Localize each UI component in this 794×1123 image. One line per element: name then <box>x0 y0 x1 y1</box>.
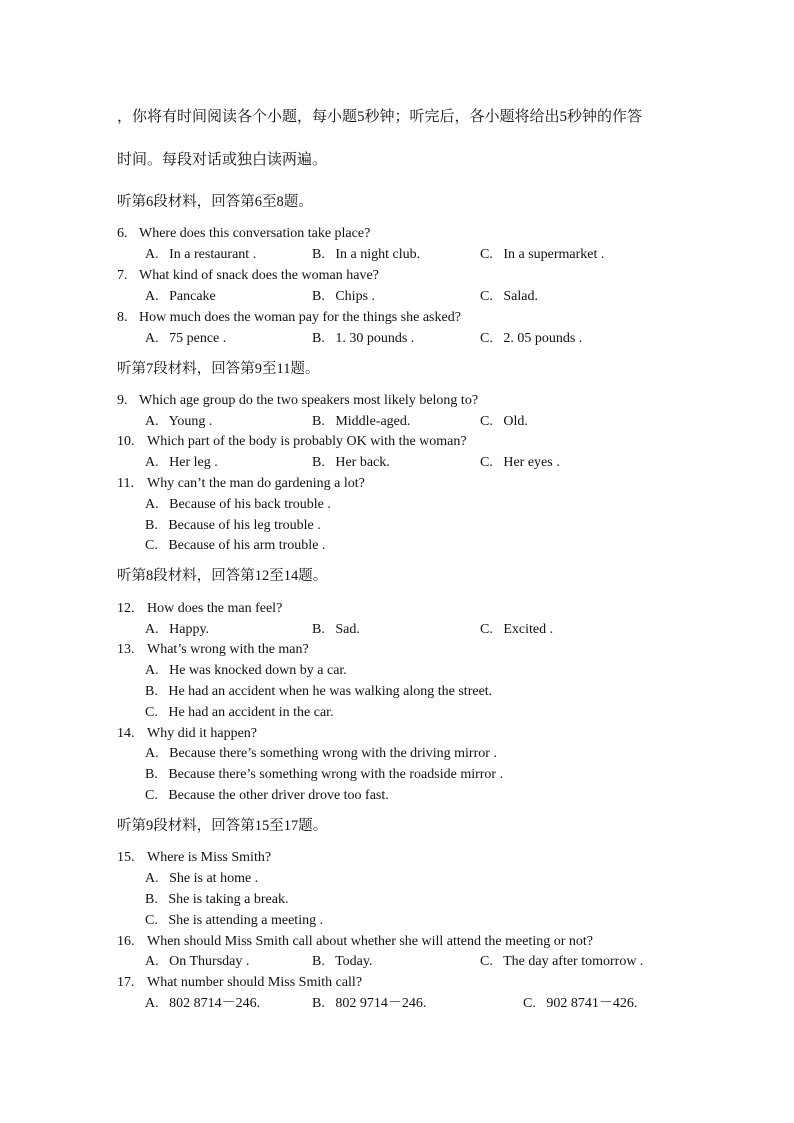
option-c <box>480 621 553 639</box>
question-text: Which part of the body is probably OK with the woman? <box>147 434 467 449</box>
intro-line-1: ，你将有时间阅读各个小题，每小题5秒钟；听完后，各小题将给出5秒钟的作答 <box>117 109 643 125</box>
question-14 <box>117 725 257 743</box>
section-heading: 听第9段材料，回答第15至17题。 <box>117 818 328 834</box>
question-9 <box>117 392 478 410</box>
option-text: Salad. <box>503 289 538 304</box>
question-number: 7. <box>117 268 128 283</box>
option-b <box>312 995 426 1013</box>
option-b <box>312 330 414 348</box>
option-text: Her eyes . <box>503 455 560 470</box>
question-15 <box>117 849 271 867</box>
option-letter: A. <box>145 954 159 969</box>
option-letter: B. <box>312 455 325 470</box>
question-text: What’s wrong with the man? <box>147 642 309 657</box>
option-text: She is taking a break. <box>168 892 289 907</box>
option-a <box>145 662 347 680</box>
option-c <box>145 787 389 805</box>
question-text: How much does the woman pay for the things she asked? <box>139 310 461 325</box>
option-text: Her back. <box>335 455 390 470</box>
option-text: 75 pence . <box>169 331 227 346</box>
option-letter: B. <box>312 414 325 429</box>
question-13 <box>117 641 309 659</box>
option-letter: C. <box>145 538 158 553</box>
option-letter: B. <box>145 767 158 782</box>
option-a <box>145 496 331 514</box>
option-letter: B. <box>312 331 325 346</box>
section-heading: 听第7段材料，回答第9至11题。 <box>117 361 320 377</box>
option-text: Because of his back trouble . <box>169 497 331 512</box>
option-text: The day after tomorrow . <box>503 954 644 969</box>
option-letter: A. <box>145 247 159 262</box>
option-letter: C. <box>480 331 493 346</box>
option-letter: B. <box>312 954 325 969</box>
option-text: On Thursday . <box>169 954 250 969</box>
option-text: Today. <box>335 954 373 969</box>
option-text: She is attending a meeting . <box>168 913 324 928</box>
option-letter: C. <box>145 788 158 803</box>
option-letter: C. <box>523 996 536 1011</box>
option-c <box>480 953 643 971</box>
option-c <box>480 246 604 264</box>
option-letter: C. <box>480 289 493 304</box>
option-a <box>145 995 260 1013</box>
question-12 <box>117 600 282 618</box>
option-letter: B. <box>312 289 325 304</box>
option-a <box>145 454 218 472</box>
question-text: What kind of snack does the woman have? <box>139 268 379 283</box>
option-b <box>312 621 360 639</box>
question-text: What number should Miss Smith call? <box>147 975 363 990</box>
option-text: Because the other driver drove too fast. <box>168 788 389 803</box>
option-text: Old. <box>503 414 528 429</box>
question-number: 10. <box>117 434 135 449</box>
question-10 <box>117 433 467 451</box>
option-text: 1. 30 pounds . <box>335 331 415 346</box>
option-a <box>145 621 209 639</box>
option-text: Because there’s something wrong with the roadside mirror . <box>168 767 504 782</box>
option-text: Because of his arm trouble . <box>168 538 326 553</box>
option-text: Sad. <box>335 622 360 637</box>
option-letter: B. <box>145 892 158 907</box>
question-17 <box>117 974 362 992</box>
option-letter: A. <box>145 414 159 429</box>
option-letter: B. <box>145 518 158 533</box>
option-b <box>312 413 410 431</box>
question-number: 12. <box>117 601 135 616</box>
option-a <box>145 246 256 264</box>
option-text: 802 8714－246. <box>169 996 261 1011</box>
option-letter: C. <box>145 705 158 720</box>
option-c <box>480 288 538 306</box>
question-number: 16. <box>117 934 135 949</box>
option-letter: B. <box>312 622 325 637</box>
option-b <box>145 766 503 784</box>
option-text: 802 9714－246. <box>335 996 427 1011</box>
option-text: Excited . <box>503 622 554 637</box>
option-text: In a night club. <box>335 247 421 262</box>
option-text: Middle-aged. <box>335 414 411 429</box>
option-a <box>145 870 258 888</box>
option-letter: B. <box>312 996 325 1011</box>
option-a <box>145 953 249 971</box>
option-b <box>145 517 321 535</box>
question-text: How does the man feel? <box>147 601 283 616</box>
section-heading: 听第8段材料，回答第12至14题。 <box>117 568 328 584</box>
option-text: Young . <box>168 414 213 429</box>
option-letter: C. <box>480 414 493 429</box>
question-text: Which age group do the two speakers most likely belong to? <box>139 393 479 408</box>
option-c <box>480 454 560 472</box>
option-text: Her leg . <box>169 455 218 470</box>
question-16 <box>117 933 593 951</box>
option-text: In a restaurant . <box>169 247 257 262</box>
option-letter: C. <box>145 913 158 928</box>
option-text: He had an accident in the car. <box>168 705 334 720</box>
question-text: Where is Miss Smith? <box>147 850 272 865</box>
option-b <box>145 683 492 701</box>
question-number: 8. <box>117 310 128 325</box>
option-letter: A. <box>145 497 159 512</box>
question-number: 9. <box>117 393 128 408</box>
option-text: She is at home . <box>169 871 259 886</box>
question-number: 15. <box>117 850 135 865</box>
question-text: Why did it happen? <box>147 726 258 741</box>
option-text: Because there’s something wrong with the driving mirror . <box>169 746 497 761</box>
question-7 <box>117 267 379 285</box>
option-text: Pancake <box>169 289 216 304</box>
option-letter: C. <box>480 455 493 470</box>
question-number: 11. <box>117 476 134 491</box>
option-letter: A. <box>145 996 159 1011</box>
option-a <box>145 330 226 348</box>
question-8 <box>117 309 461 327</box>
option-letter: B. <box>312 247 325 262</box>
option-a <box>145 745 497 763</box>
question-number: 6. <box>117 226 128 241</box>
option-text: He had an accident when he was walking along the street. <box>168 684 493 699</box>
option-b <box>312 288 375 306</box>
option-text: Happy. <box>169 622 210 637</box>
option-text: Chips . <box>335 289 376 304</box>
option-letter: A. <box>145 622 159 637</box>
option-letter: A. <box>145 871 159 886</box>
question-number: 14. <box>117 726 135 741</box>
option-text: 2. 05 pounds . <box>503 331 583 346</box>
option-c <box>523 995 637 1013</box>
option-letter: A. <box>145 331 159 346</box>
option-text: He was knocked down by a car. <box>169 663 347 678</box>
question-text: Where does this conversation take place? <box>139 226 371 241</box>
option-letter: C. <box>480 622 493 637</box>
option-c <box>480 330 582 348</box>
option-a <box>145 288 216 306</box>
option-b <box>145 891 288 909</box>
option-c <box>145 912 323 930</box>
option-b <box>312 246 420 264</box>
option-b <box>312 953 372 971</box>
question-11 <box>117 475 365 493</box>
question-number: 17. <box>117 975 135 990</box>
option-letter: A. <box>145 455 159 470</box>
option-letter: C. <box>480 954 493 969</box>
option-c <box>480 413 528 431</box>
option-a <box>145 413 212 431</box>
option-c <box>145 704 334 722</box>
question-text: When should Miss Smith call about whether she will attend the meeting or not? <box>147 934 593 949</box>
question-text: Why can’t the man do gardening a lot? <box>147 476 365 491</box>
option-text: In a supermarket . <box>503 247 605 262</box>
option-letter: B. <box>145 684 158 699</box>
option-letter: C. <box>480 247 493 262</box>
option-letter: A. <box>145 663 159 678</box>
option-letter: A. <box>145 289 159 304</box>
question-number: 13. <box>117 642 135 657</box>
section-heading: 听第6段材料，回答第6至8题。 <box>117 194 313 210</box>
intro-line-2: 时间。每段对话或独白读两遍。 <box>117 152 328 168</box>
question-6 <box>117 225 370 243</box>
option-b <box>312 454 390 472</box>
option-letter: A. <box>145 746 159 761</box>
option-c <box>145 537 325 555</box>
option-text: Because of his leg trouble . <box>168 518 321 533</box>
option-text: 902 8741－426. <box>546 996 638 1011</box>
